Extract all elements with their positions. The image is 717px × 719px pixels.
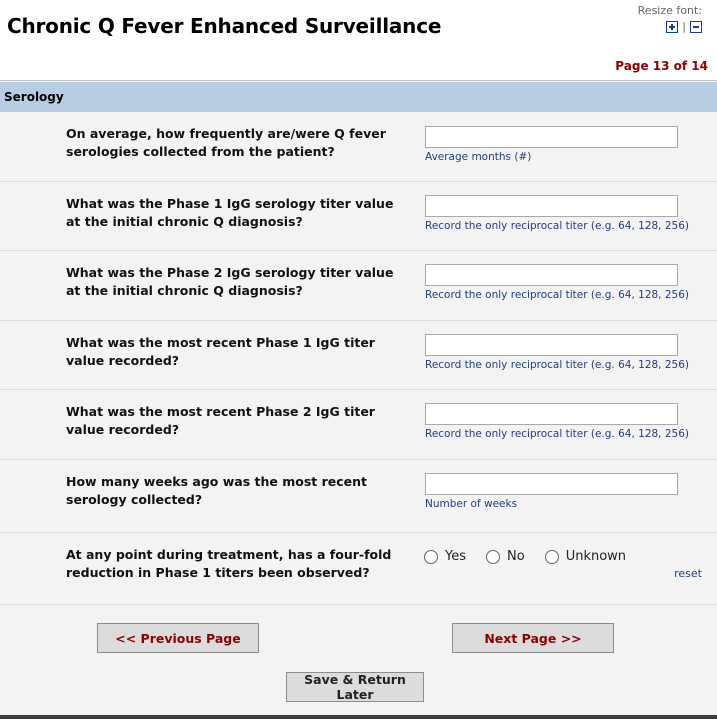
phase2-initial-titer-input[interactable] — [425, 264, 678, 286]
bottom-border — [0, 715, 717, 719]
next-page-button[interactable]: Next Page >> — [452, 623, 614, 653]
phase1-recent-titer-input[interactable] — [425, 334, 678, 356]
resize-font-control — [638, 4, 702, 33]
radio-option-yes[interactable] — [424, 549, 466, 564]
radio-button[interactable] — [545, 550, 559, 564]
four-fold-reduction-radio-group — [424, 549, 646, 564]
page-title: Chronic Q Fever Enhanced Surveillance — [7, 14, 442, 38]
field-hint: Record the only reciprocal titer (e.g. 64, 128, 256) — [425, 289, 689, 301]
question-row — [0, 182, 717, 251]
field-hint: Number of weeks — [425, 498, 518, 510]
field-hint: Record the only reciprocal titer (e.g. 64, 128, 256) — [425, 220, 689, 232]
question-row — [0, 321, 717, 390]
question-text: On average, how frequently are/were Q fever serologies collected from the patient? — [66, 126, 386, 159]
question-text: What was the Phase 2 IgG serology titer value at the initial chronic Q diagnosis? — [66, 265, 394, 298]
field-hint: Record the only reciprocal titer (e.g. 64, 128, 256) — [425, 428, 689, 440]
question-row — [0, 112, 717, 182]
radio-label: No — [507, 549, 525, 564]
question-text: What was the Phase 1 IgG serology titer value at the initial chronic Q diagnosis? — [66, 196, 394, 229]
phase1-initial-titer-input[interactable] — [425, 195, 678, 217]
radio-button[interactable] — [424, 550, 438, 564]
field-hint: Record the only reciprocal titer (e.g. 64, 128, 256) — [425, 359, 689, 371]
decrease-font-icon[interactable] — [690, 21, 702, 33]
radio-option-no[interactable] — [486, 549, 525, 564]
radio-button[interactable] — [486, 550, 500, 564]
question-text: What was the most recent Phase 1 IgG titer value recorded? — [66, 335, 375, 368]
question-text: What was the most recent Phase 2 IgG titer value recorded? — [66, 404, 375, 437]
question-row — [0, 390, 717, 460]
question-row — [0, 533, 717, 605]
question-text: At any point during treatment, has a four-fold reduction in Phase 1 titers been observed? — [66, 547, 392, 580]
question-row — [0, 460, 717, 533]
weeks-since-serology-input[interactable] — [425, 473, 678, 495]
previous-page-button[interactable]: << Previous Page — [97, 623, 259, 653]
phase2-recent-titer-input[interactable] — [425, 403, 678, 425]
question-row — [0, 251, 717, 321]
resize-font-label: Resize font: — [637, 4, 702, 17]
section-header — [0, 82, 717, 112]
question-text: How many weeks ago was the most recent serology collected? — [66, 474, 368, 507]
field-hint: Average months (#) — [425, 151, 532, 163]
radio-option-unknown[interactable] — [545, 549, 626, 564]
page-indicator: Page 13 of 14 — [615, 59, 708, 73]
radio-label: Yes — [445, 549, 466, 564]
reset-link[interactable]: reset — [674, 567, 702, 580]
section-title: Serology — [4, 90, 64, 104]
increase-font-icon[interactable] — [666, 21, 678, 33]
serology-frequency-input[interactable] — [425, 126, 678, 148]
save-return-later-button[interactable]: Save & Return Later — [286, 672, 424, 702]
resize-separator: | — [682, 20, 686, 33]
page-header — [0, 0, 717, 81]
radio-label: Unknown — [565, 549, 627, 564]
